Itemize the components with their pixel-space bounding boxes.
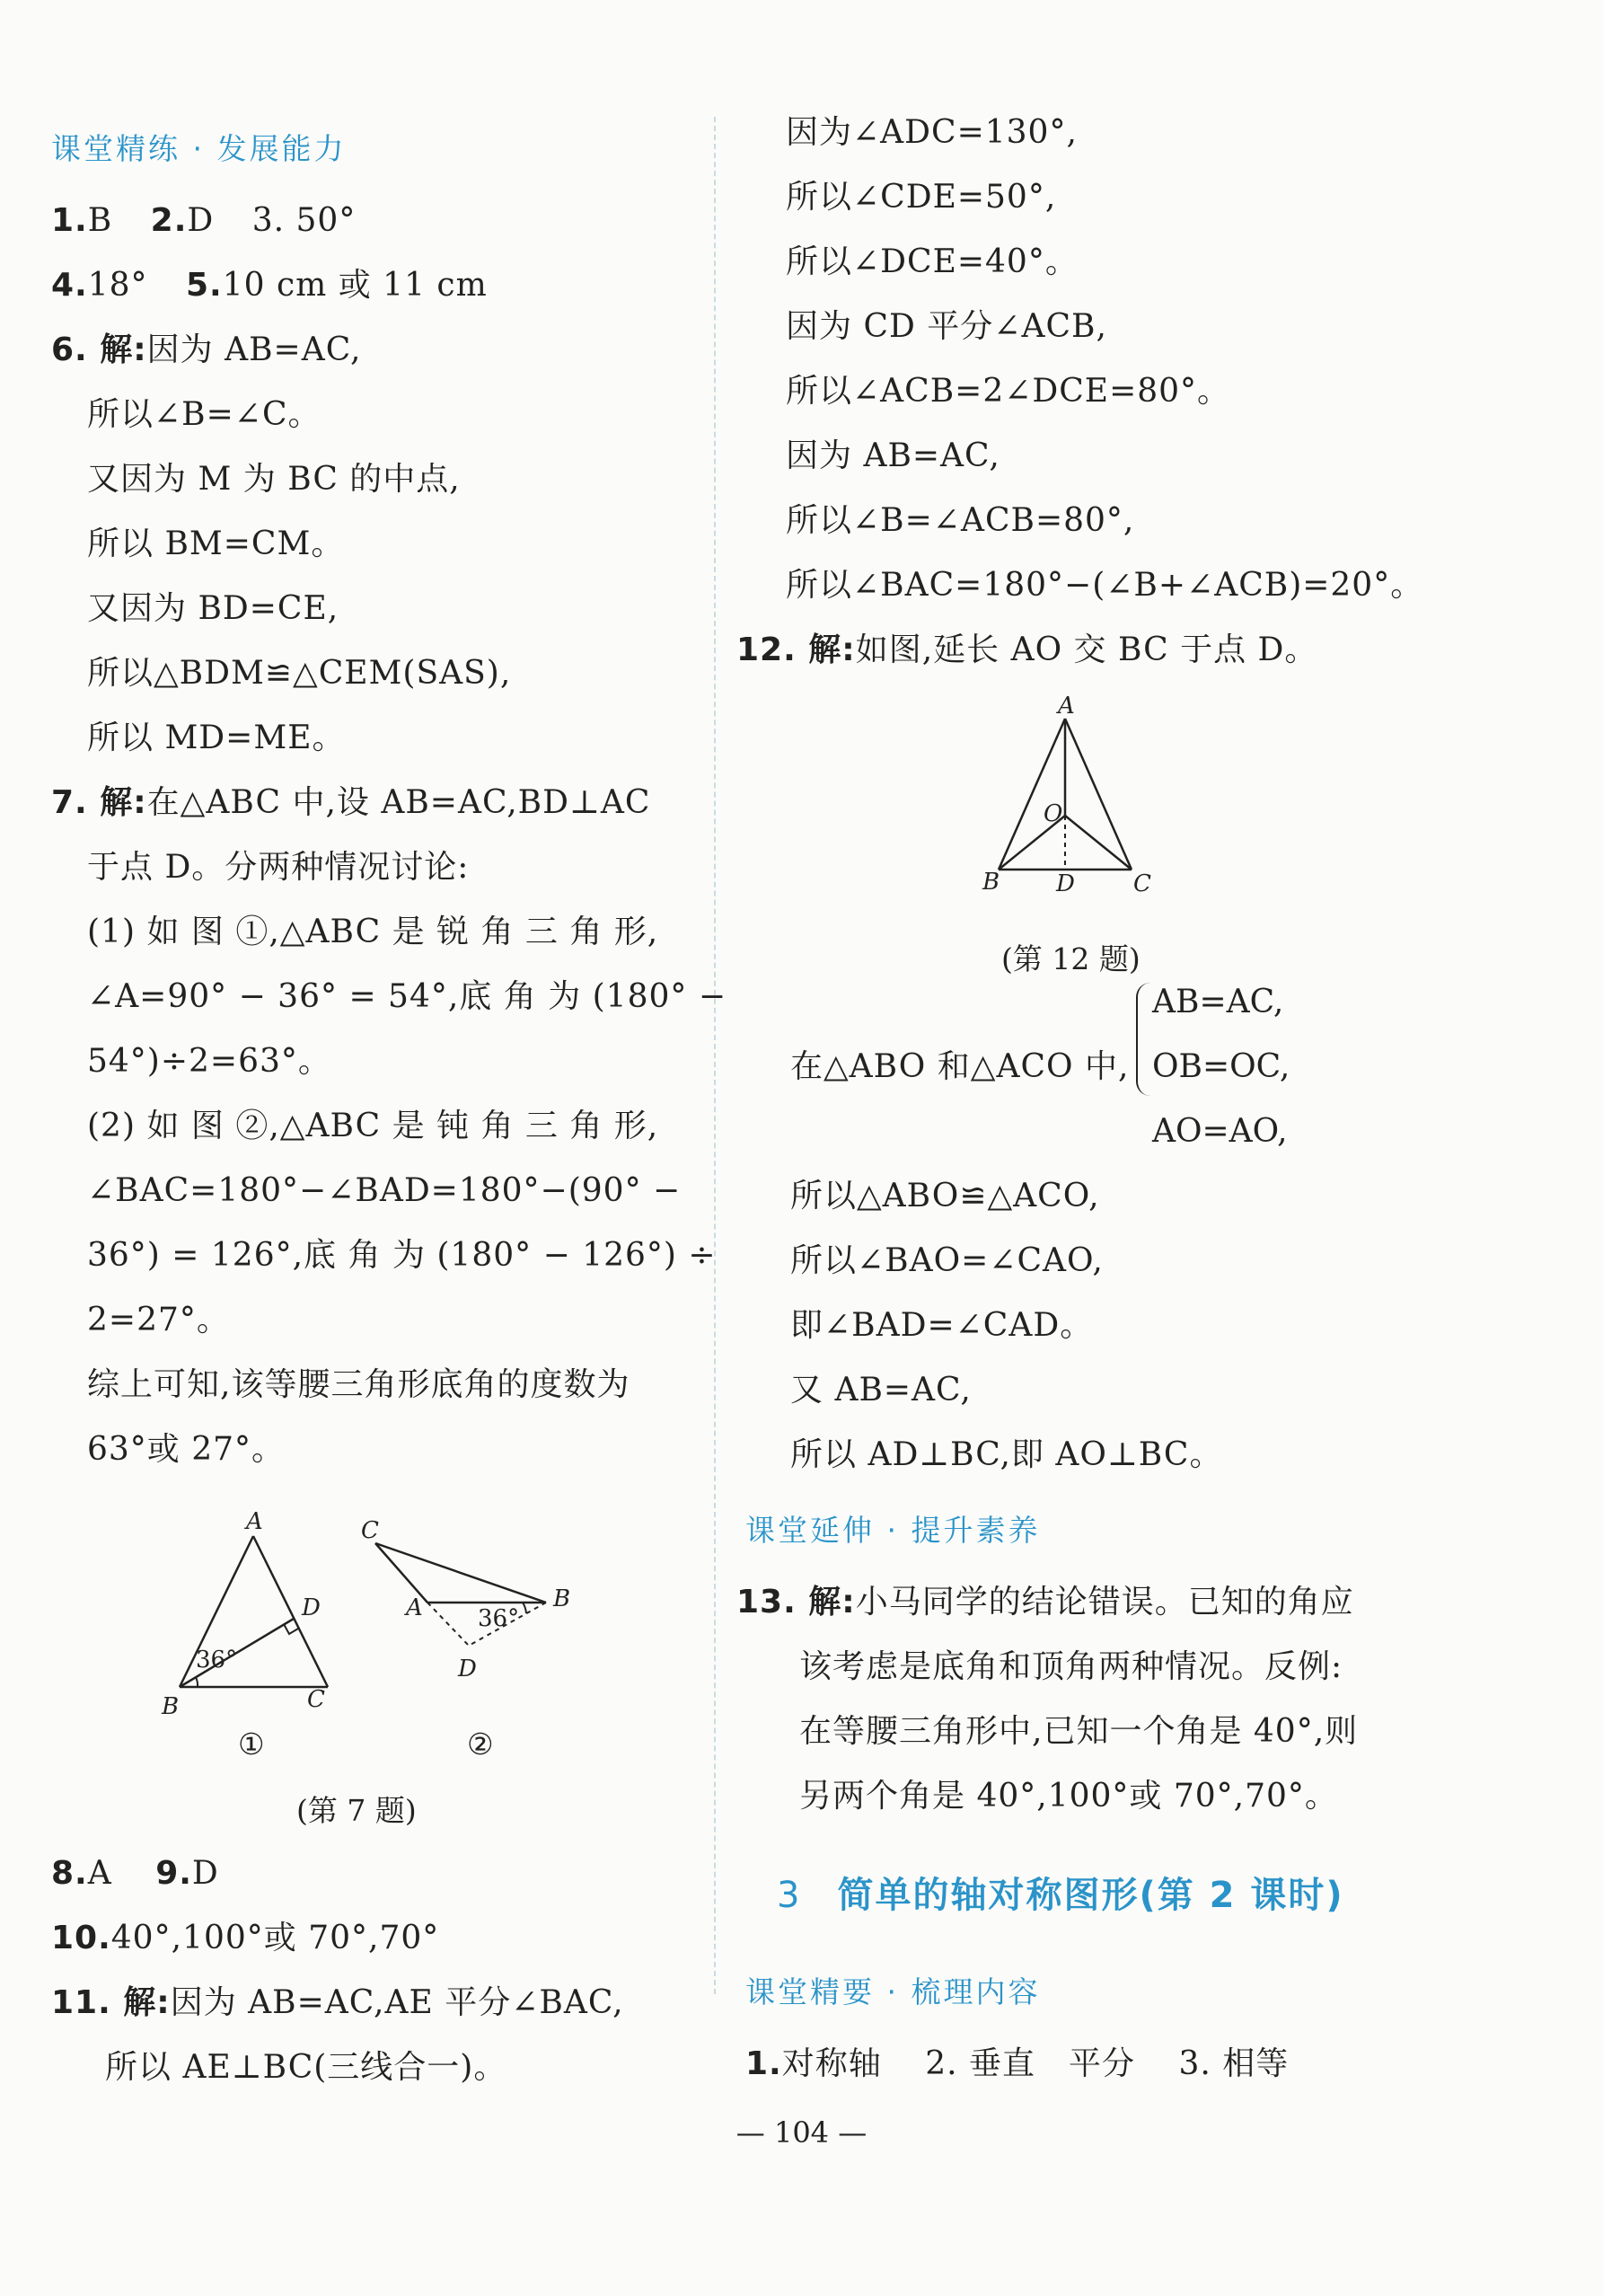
answer-num: 8. [51, 1855, 88, 1892]
vertex-label: D [302, 1594, 321, 1621]
equation-system [1136, 983, 1459, 1150]
solution-line: 另两个角是 40°,100°或 70°,70°。 [799, 1778, 1338, 1815]
vertex-label: A [246, 1509, 263, 1535]
equation-line: AO=AO, [1152, 1113, 1288, 1150]
solution-line: 所以 BM=CM。 [87, 525, 345, 562]
answer-line [51, 201, 356, 241]
question-12-first-line [736, 631, 1317, 670]
answer-text: 10 cm 或 11 cm [222, 267, 488, 304]
answer-text: 3. 相等 [1178, 2045, 1290, 2082]
question-num: 11. 解: [51, 1984, 171, 2021]
answer-num: 1. [51, 202, 88, 239]
question-num: 6. 解: [51, 331, 147, 368]
answer-num: 5. [186, 267, 223, 304]
vertex-label: C [1133, 870, 1151, 897]
question-6-first-line [51, 331, 361, 370]
vertex-label: O [1044, 800, 1063, 827]
answer-text: 3. 50° [251, 202, 357, 239]
solution-line: 所以 AE⊥BC(三线合一)。 [105, 2049, 507, 2086]
answer-line [51, 266, 488, 305]
solution-line: 2=27°。 [87, 1302, 230, 1338]
subfigure-label: ② [467, 1726, 494, 1762]
solution-line: 在△ABC 中,设 AB=AC,BD⊥AC [146, 784, 651, 821]
solution-line: 又因为 BD=CE, [87, 590, 339, 627]
solution-line: 如图,延长 AO 交 BC 于点 D。 [855, 631, 1318, 668]
answer-line [745, 2044, 1289, 2084]
angle-label: 36° [478, 1605, 520, 1632]
subfigure-label: ① [238, 1726, 265, 1762]
section-heading: 课堂延伸 · 提升素养 [745, 1513, 1041, 1548]
solution-line: 因为 AB=AC, [786, 437, 1000, 474]
solution-line: 小马同学的结论错误。已知的角应 [855, 1584, 1354, 1620]
solution-line: 所以∠ACB=2∠DCE=80°。 [786, 373, 1231, 410]
equation-line: OB=OC, [1152, 1048, 1290, 1085]
solution-line: 63°或 27°。 [87, 1431, 286, 1468]
lesson-title [777, 1867, 1344, 1918]
angle-label: 36° [196, 1647, 238, 1673]
system-intro: 在△ABO 和△ACO 中, [790, 1048, 1130, 1085]
figure-7-1 [153, 1509, 359, 1725]
solution-line: 因为∠ADC=130°, [786, 114, 1078, 151]
question-num: 13. 解: [736, 1584, 856, 1620]
solution-line: 所以 MD=ME。 [87, 720, 346, 756]
solution-line: (2) 如 图 ②,△ABC 是 钝 角 三 角 形, [87, 1108, 659, 1144]
lesson-number: 3 [777, 1875, 802, 1916]
solution-line: 54°)÷2=63°。 [87, 1043, 331, 1080]
vertex-label: B [982, 869, 1000, 896]
question-13-first-line [736, 1583, 1354, 1622]
column-divider [714, 117, 716, 1994]
vertex-label: A [1058, 693, 1075, 720]
solution-line: 所以△BDM≌△CEM(SAS), [87, 655, 512, 692]
solution-line: 在等腰三角形中,已知一个角是 40°,则 [799, 1713, 1359, 1750]
solution-line: 即∠BAD=∠CAD。 [790, 1307, 1094, 1344]
question-11-first-line [51, 1983, 624, 2023]
solution-line: 于点 D。分两种情况讨论: [87, 849, 470, 886]
answer-text: B [87, 202, 113, 239]
equation-line: AB=AC, [1152, 984, 1284, 1020]
brace-icon [1136, 983, 1154, 1096]
solution-line: 又 AB=AC, [790, 1372, 972, 1409]
vertex-label: D [1056, 870, 1075, 897]
solution-line: 因为 AB=AC,AE 平分∠BAC, [170, 1984, 624, 2021]
page-number: — 104 — [735, 2115, 868, 2150]
answer-text: A [87, 1855, 112, 1892]
figure-12 [979, 692, 1158, 907]
question-num: 12. 解: [736, 631, 856, 668]
vertex-label: C [307, 1686, 325, 1713]
solution-line: 所以∠B=∠ACB=80°, [786, 502, 1135, 539]
solution-line: 所以△ABO≌△ACO, [790, 1178, 1100, 1214]
answer-text: 对称轴 [781, 2045, 882, 2082]
answer-num: 4. [51, 267, 88, 304]
section-heading: 课堂精要 · 梳理内容 [745, 1974, 1041, 2009]
solution-line: (1) 如 图 ①,△ABC 是 锐 角 三 角 形, [87, 914, 659, 950]
vertex-label: A [406, 1594, 423, 1621]
answer-line [51, 1854, 219, 1894]
solution-line: 所以∠B=∠C。 [87, 396, 321, 433]
solution-line: ∠A=90° − 36° = 54°,底 角 为 (180° − [87, 978, 727, 1015]
solution-line: 36°) = 126°,底 角 为 (180° − 126°) ÷ [87, 1237, 717, 1274]
section-heading: 课堂精练 · 发展能力 [51, 131, 347, 166]
answer-text: 18° [87, 267, 148, 304]
question-num: 7. 解: [51, 784, 147, 821]
lesson-title-text: 简单的轴对称图形(第 2 课时) [837, 1875, 1344, 1916]
figure-7-2 [350, 1509, 584, 1698]
question-7-first-line [51, 783, 650, 823]
solution-line: 该考虑是底角和顶角两种情况。反例: [799, 1648, 1343, 1685]
vertex-label: C [361, 1517, 379, 1544]
figure-caption: (第 7 题) [296, 1793, 417, 1828]
vertex-label: B [162, 1693, 180, 1720]
solution-line: 所以∠BAC=180°−(∠B+∠ACB)=20°。 [786, 567, 1424, 604]
solution-line: 因为 CD 平分∠ACB, [786, 308, 1107, 345]
solution-line: 所以∠CDE=50°, [786, 179, 1057, 216]
vertex-label: D [458, 1656, 477, 1682]
solution-line: 因为 AB=AC, [146, 331, 362, 368]
answer-text: D [191, 1855, 219, 1892]
answer-text: 2. 垂直 平分 [925, 2045, 1135, 2082]
solution-line: ∠BAC=180°−∠BAD=180°−(90° − [87, 1172, 682, 1209]
answer-text: 40°,100°或 70°,70° [110, 1920, 440, 1956]
answer-line [51, 1919, 439, 1958]
solution-line: 又因为 M 为 BC 的中点, [87, 461, 461, 498]
solution-line: 综上可知,该等腰三角形底角的度数为 [87, 1366, 630, 1403]
answer-num: 1. [745, 2045, 782, 2082]
solution-line: 所以∠BAO=∠CAO, [790, 1242, 1104, 1279]
answer-text: D [187, 202, 215, 239]
answer-num: 9. [155, 1855, 192, 1892]
figure-caption: (第 12 题) [1001, 941, 1141, 976]
answer-num: 2. [150, 202, 188, 239]
solution-line: 所以∠DCE=40°。 [786, 243, 1079, 280]
vertex-label: B [553, 1585, 571, 1612]
solution-line: 所以 AD⊥BC,即 AO⊥BC。 [790, 1436, 1223, 1473]
answer-num: 10. [51, 1920, 111, 1956]
